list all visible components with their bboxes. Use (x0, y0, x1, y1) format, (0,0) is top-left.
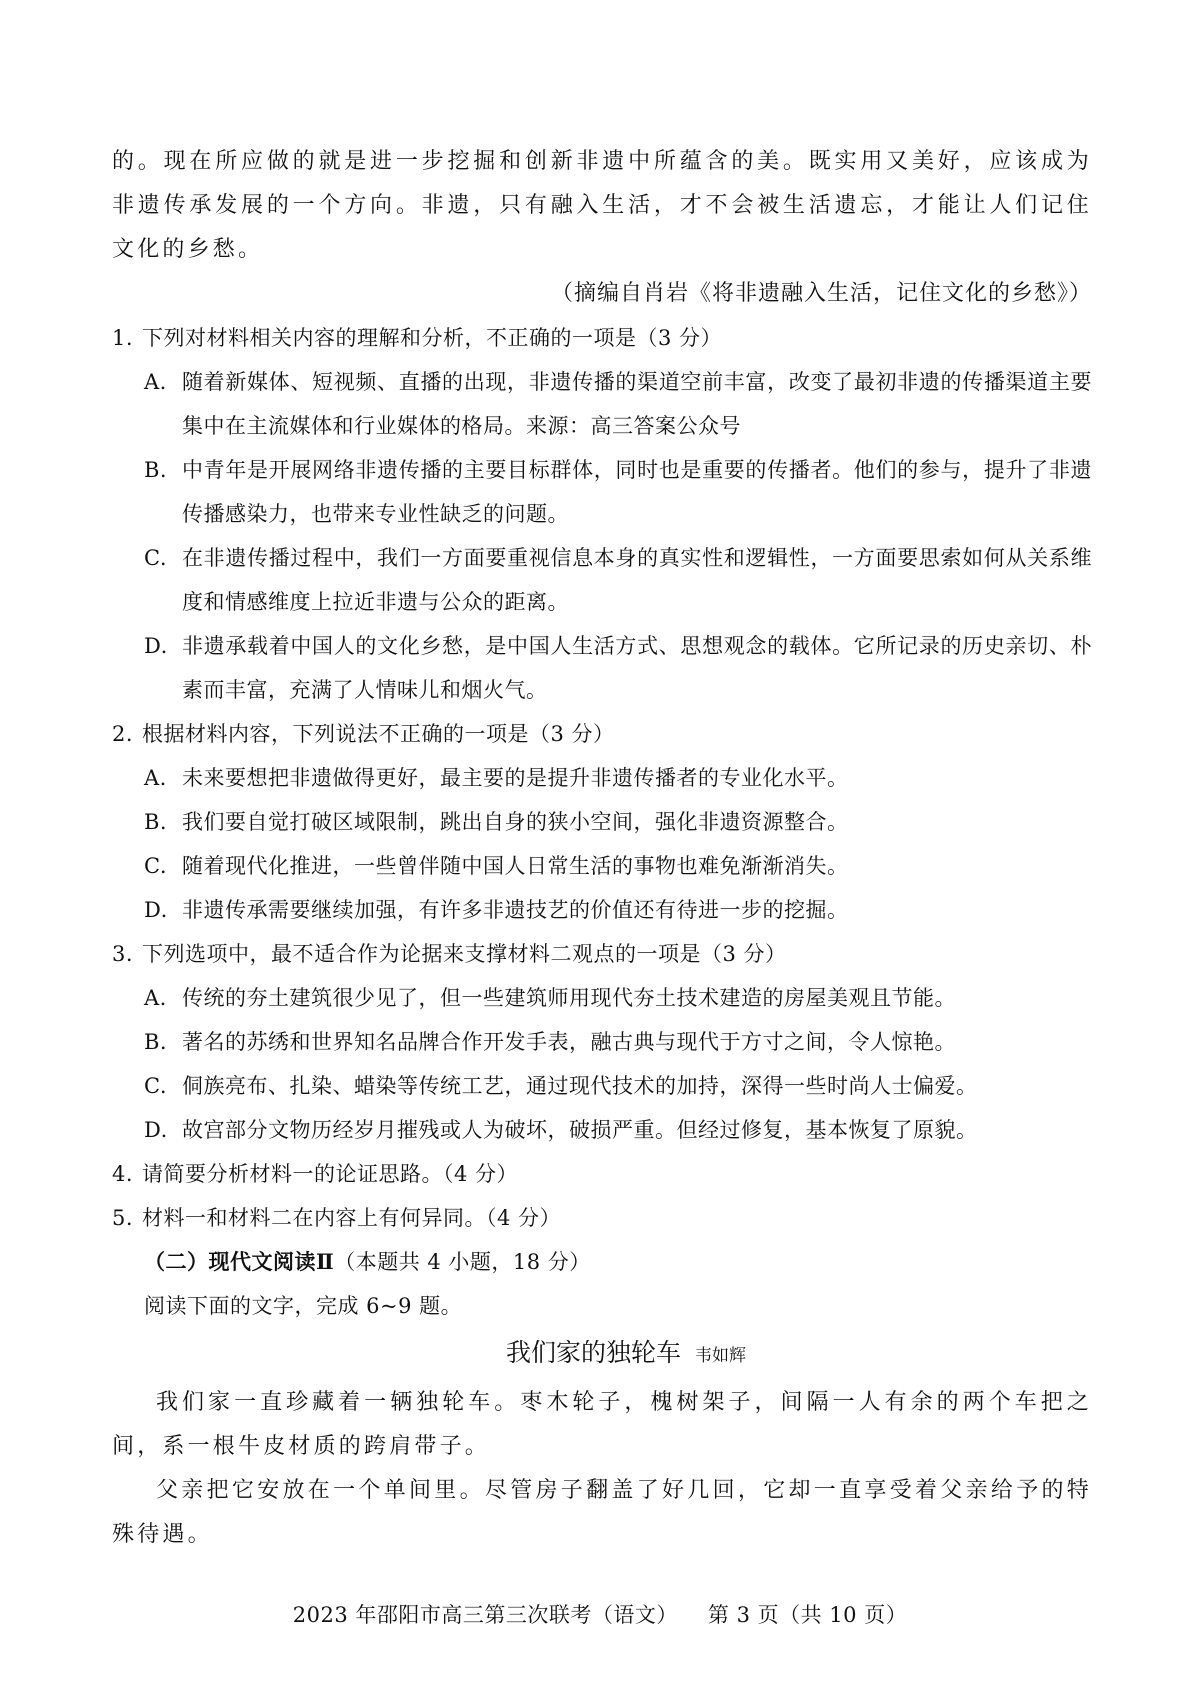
story-title-line (112, 1328, 1092, 1381)
story-paragraph: 我们家一直珍藏着一辆独轮车。枣木轮子，槐树架子，间隔一人有余的两个车把之间，系一根牛皮材质的跨肩带子。 (112, 1390, 1092, 1459)
option-letter: D. (144, 634, 168, 658)
intro-paragraph: 的。现在所应做的就是进一步挖掘和创新非遗中所蕴含的美。既实用又美好，应该成为非遗传承发展的一个方向。非遗，只有融入生活，才不会被生活遗忘，才能让人们记住文化的乡愁。 (112, 149, 1092, 262)
option-letter: C. (144, 1074, 167, 1098)
option-letter: B. (144, 810, 168, 834)
question-stem (112, 932, 1092, 976)
footer-page-number: 第 3 页（共 10 页） (707, 1603, 908, 1627)
option-letter: D. (144, 1118, 168, 1142)
option-letter: B. (144, 1030, 168, 1054)
question-number: 2. (112, 722, 134, 746)
option-text: 故宫部分文物历经岁月摧残或人为破坏，破损严重。但经过修复，基本恢复了原貌。 (182, 1118, 978, 1142)
option-text: 非遗传承需要继续加强，有许多非遗技艺的价值还有待进一步的挖掘。 (182, 898, 849, 922)
question-stem (112, 712, 1092, 756)
option-item (112, 448, 1092, 536)
section-heading-title: （二）现代文阅读Ⅱ (144, 1249, 335, 1274)
page-footer (0, 1600, 1200, 1630)
option-text: 随着现代化推进，一些曾伴随中国人日常生活的事物也难免渐渐消失。 (182, 854, 849, 878)
option-text: 侗族亮布、扎染、蜡染等传统工艺，通过现代技术的加持，深得一些时尚人士偏爱。 (182, 1074, 978, 1098)
question-number: 3. (112, 942, 134, 966)
option-text: 传统的夯土建筑很少见了，但一些建筑师用现代夯土技术建造的房屋美观且节能。 (182, 986, 956, 1010)
option-text: 中青年是开展网络非遗传播的主要目标群体，同时也是重要的传播者。他们的参与，提升了非遗传播感染力，也带来专业性缺乏的问题。 (182, 458, 1092, 526)
section-heading (112, 1240, 1092, 1284)
option-item (112, 888, 1092, 932)
option-item (112, 1020, 1092, 1064)
section-instruction: 阅读下面的文字，完成 6~9 题。 (144, 1294, 463, 1318)
question-text: 根据材料内容，下列说法不正确的一项是（3 分） (142, 722, 615, 746)
footer-exam-title: 2023 年邵阳市高三第三次联考（语文） (292, 1603, 678, 1627)
option-text: 非遗承载着中国人的文化乡愁，是中国人生活方式、思想观念的载体。它所记录的历史亲切、朴素而丰富，充满了人情味儿和烟火气。 (182, 634, 1092, 702)
question-stem (112, 1196, 1092, 1240)
option-item (112, 976, 1092, 1020)
option-item (112, 624, 1092, 712)
exam-page (112, 140, 1092, 1557)
source-note: （摘编自肖岩《将非遗融入生活，记住文化的乡愁》） (550, 281, 1092, 306)
question-text: 请简要分析材料一的论证思路。（4 分） (142, 1162, 519, 1186)
option-letter: A. (144, 986, 167, 1010)
option-letter: C. (144, 546, 167, 570)
question-text: 下列对材料相关内容的理解和分析，不正确的一项是（3 分） (142, 326, 723, 350)
question-number: 4. (112, 1162, 134, 1186)
question-stem (112, 1152, 1092, 1196)
option-text: 随着新媒体、短视频、直播的出现，非遗传播的渠道空前丰富，改变了最初非遗的传播渠道主要集中在主流媒体和行业媒体的格局。来源：高三答案公众号 (182, 370, 1092, 438)
story-paragraph: 父亲把它安放在一个单间里。尽管房子翻盖了好几回，它却一直享受着父亲给予的特殊待遇。 (112, 1478, 1092, 1547)
option-item (112, 800, 1092, 844)
option-letter: A. (144, 766, 167, 790)
option-letter: C. (144, 854, 167, 878)
question-text: 下列选项中，最不适合作为论据来支撑材料二观点的一项是（3 分） (142, 942, 787, 966)
option-text: 在非遗传播过程中，我们一方面要重视信息本身的真实性和逻辑性，一方面要思索如何从关系维度和情感维度上拉近非遗与公众的距离。 (182, 546, 1092, 614)
option-text: 著名的苏绣和世界知名品牌合作开发手表，融古典与现代于方寸之间，令人惊艳。 (182, 1030, 956, 1054)
question-stem (112, 316, 1092, 360)
option-item (112, 756, 1092, 800)
question-text: 材料一和材料二在内容上有何异同。（4 分） (142, 1206, 562, 1230)
story-author: 韦如辉 (695, 1346, 746, 1366)
option-text: 我们要自觉打破区域限制，跳出自身的狭小空间，强化非遗资源整合。 (182, 810, 849, 834)
question-list (112, 316, 1092, 1240)
option-item (112, 1064, 1092, 1108)
question-number: 5. (112, 1206, 134, 1230)
option-letter: A. (144, 370, 167, 394)
option-letter: B. (144, 458, 168, 482)
option-item (112, 844, 1092, 888)
section-heading-note: （本题共 4 小题，18 分） (334, 1250, 591, 1274)
option-item (112, 536, 1092, 624)
option-item (112, 360, 1092, 448)
option-item (112, 1108, 1092, 1152)
story-title: 我们家的独轮车 (505, 1338, 681, 1367)
option-text: 未来要想把非遗做得更好，最主要的是提升非遗传播者的专业化水平。 (182, 766, 849, 790)
option-letter: D. (144, 898, 168, 922)
question-number: 1. (112, 326, 134, 350)
